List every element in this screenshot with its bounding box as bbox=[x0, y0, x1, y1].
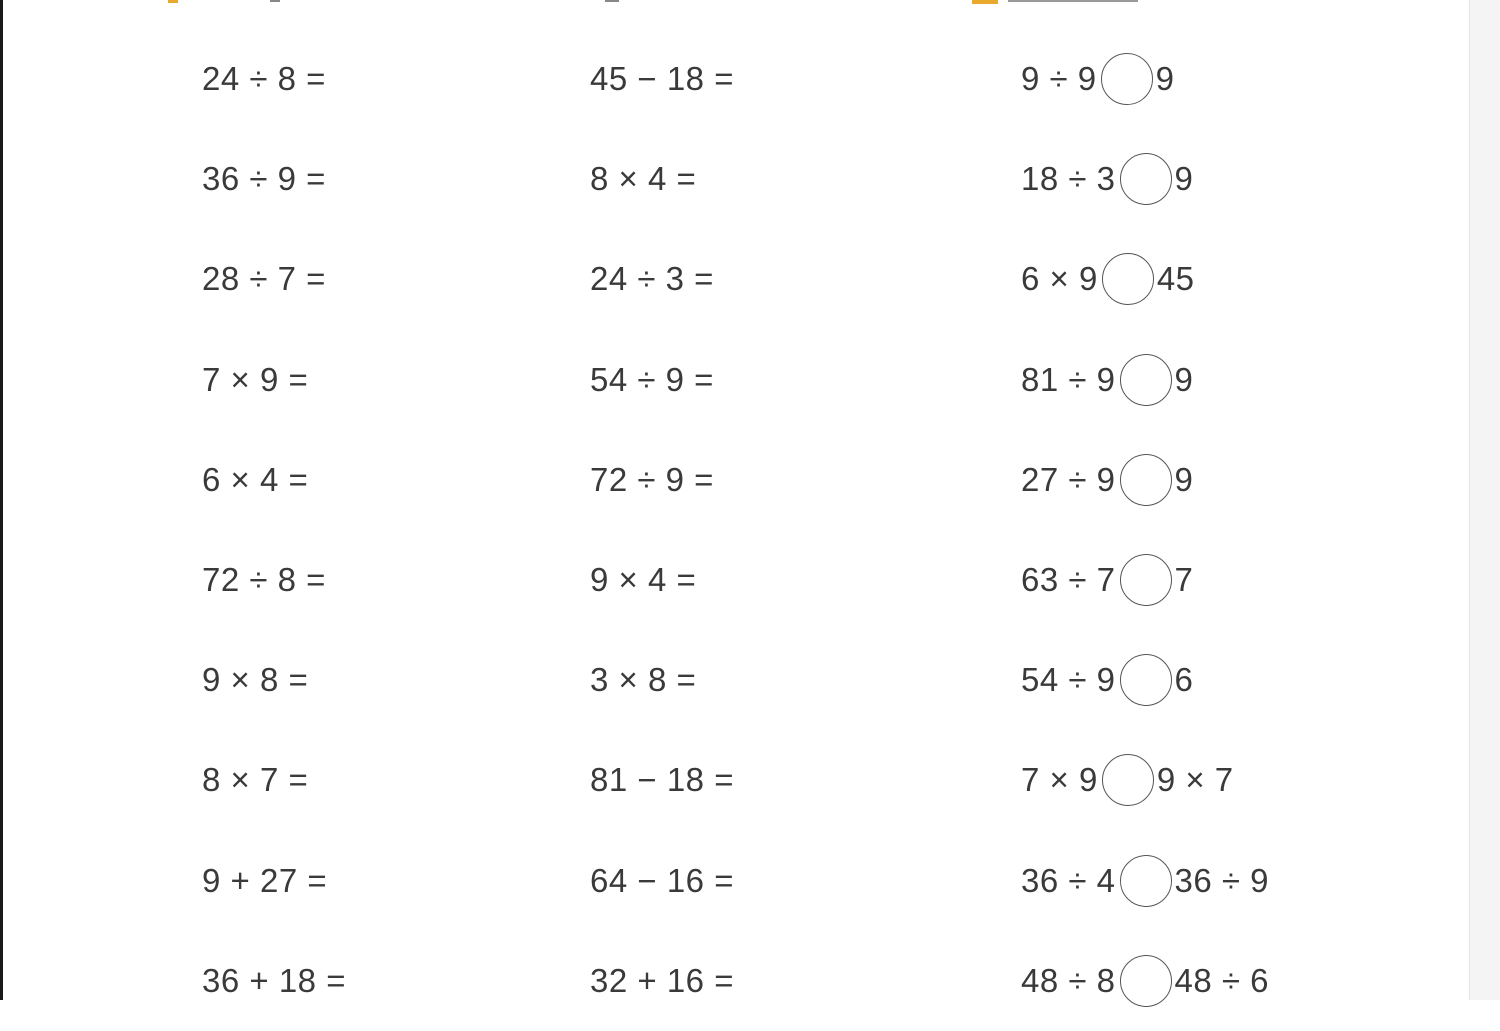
comparison-left: 7 × 9 bbox=[1021, 761, 1098, 799]
comparison-left: 18 ÷ 3 bbox=[1021, 160, 1116, 198]
comparison-problem bbox=[1021, 530, 1193, 630]
header-mark bbox=[605, 0, 619, 2]
comparison-left: 6 × 9 bbox=[1021, 260, 1098, 298]
problem-col-b: 45 − 18 = bbox=[590, 60, 734, 97]
problem-col-a: 9 + 27 = bbox=[202, 861, 328, 899]
comparison-right: 45 bbox=[1156, 260, 1195, 298]
header-mark bbox=[1008, 0, 1138, 2]
comparison-answer-circle[interactable] bbox=[1102, 253, 1154, 305]
problem-col-a: 28 ÷ 7 = bbox=[202, 260, 326, 298]
problem-col-b: 81 − 18 = bbox=[590, 761, 734, 799]
problem-row bbox=[0, 831, 1470, 931]
problem-row bbox=[0, 229, 1470, 329]
problem-col-b: 64 − 16 = bbox=[590, 861, 734, 899]
comparison-left: 63 ÷ 7 bbox=[1021, 560, 1116, 598]
problem-row bbox=[0, 530, 1470, 630]
cropped-header-remnants bbox=[0, 0, 1470, 6]
worksheet-rows bbox=[0, 29, 1470, 1031]
problem-row bbox=[0, 430, 1470, 530]
comparison-answer-circle[interactable] bbox=[1101, 53, 1153, 105]
comparison-problem bbox=[1021, 330, 1193, 430]
comparison-right: 9 bbox=[1174, 460, 1194, 498]
problem-col-a: 6 × 4 = bbox=[202, 460, 309, 498]
comparison-answer-circle[interactable] bbox=[1102, 754, 1154, 806]
comparison-right: 9 × 7 bbox=[1156, 761, 1234, 799]
problem-col-b: 24 ÷ 3 = bbox=[590, 260, 714, 298]
problem-row bbox=[0, 29, 1470, 129]
comparison-problem bbox=[1021, 29, 1175, 129]
header-mark bbox=[972, 0, 998, 4]
header-mark bbox=[270, 0, 280, 2]
comparison-right: 6 bbox=[1174, 661, 1194, 699]
problem-col-a: 72 ÷ 8 = bbox=[202, 560, 326, 598]
problem-col-a: 8 × 7 = bbox=[202, 761, 309, 799]
problem-col-b: 54 ÷ 9 = bbox=[590, 360, 714, 398]
problem-col-b: 3 × 8 = bbox=[590, 661, 697, 699]
comparison-right: 9 bbox=[1174, 360, 1194, 398]
comparison-answer-circle[interactable] bbox=[1120, 554, 1172, 606]
problem-row bbox=[0, 931, 1470, 1031]
problem-col-b: 32 + 16 = bbox=[590, 961, 734, 999]
page-right-margin bbox=[1469, 0, 1500, 1000]
comparison-answer-circle[interactable] bbox=[1120, 153, 1172, 205]
comparison-answer-circle[interactable] bbox=[1120, 855, 1172, 907]
problem-col-b: 9 × 4 = bbox=[590, 560, 697, 598]
problem-col-a: 36 + 18 = bbox=[202, 961, 346, 999]
comparison-left: 81 ÷ 9 bbox=[1021, 360, 1116, 398]
comparison-right: 36 ÷ 9 bbox=[1174, 861, 1270, 899]
problem-col-a: 9 × 8 = bbox=[202, 661, 309, 699]
comparison-problem bbox=[1021, 831, 1269, 931]
problem-col-b: 72 ÷ 9 = bbox=[590, 460, 714, 498]
comparison-answer-circle[interactable] bbox=[1120, 955, 1172, 1007]
comparison-right: 48 ÷ 6 bbox=[1174, 961, 1270, 999]
comparison-problem bbox=[1021, 931, 1269, 1031]
problem-col-b: 8 × 4 = bbox=[590, 160, 697, 198]
problem-row bbox=[0, 630, 1470, 730]
comparison-left: 48 ÷ 8 bbox=[1021, 961, 1116, 999]
comparison-problem bbox=[1021, 430, 1193, 530]
comparison-answer-circle[interactable] bbox=[1120, 354, 1172, 406]
comparison-right: 7 bbox=[1174, 560, 1194, 598]
problem-col-a: 36 ÷ 9 = bbox=[202, 160, 326, 198]
comparison-right: 9 bbox=[1155, 60, 1175, 97]
comparison-right: 9 bbox=[1174, 160, 1194, 198]
comparison-problem bbox=[1021, 730, 1234, 830]
comparison-problem bbox=[1021, 229, 1195, 329]
problem-col-a: 24 ÷ 8 = bbox=[202, 60, 326, 97]
comparison-problem bbox=[1021, 129, 1193, 229]
problem-row bbox=[0, 330, 1470, 430]
header-mark bbox=[168, 0, 178, 3]
comparison-answer-circle[interactable] bbox=[1120, 654, 1172, 706]
problem-row bbox=[0, 730, 1470, 830]
problem-col-a: 7 × 9 = bbox=[202, 360, 309, 398]
comparison-left: 27 ÷ 9 bbox=[1021, 460, 1116, 498]
comparison-left: 36 ÷ 4 bbox=[1021, 861, 1116, 899]
problem-row bbox=[0, 129, 1470, 229]
comparison-left: 9 ÷ 9 bbox=[1021, 60, 1097, 97]
comparison-left: 54 ÷ 9 bbox=[1021, 661, 1116, 699]
comparison-answer-circle[interactable] bbox=[1120, 454, 1172, 506]
comparison-problem bbox=[1021, 630, 1193, 730]
